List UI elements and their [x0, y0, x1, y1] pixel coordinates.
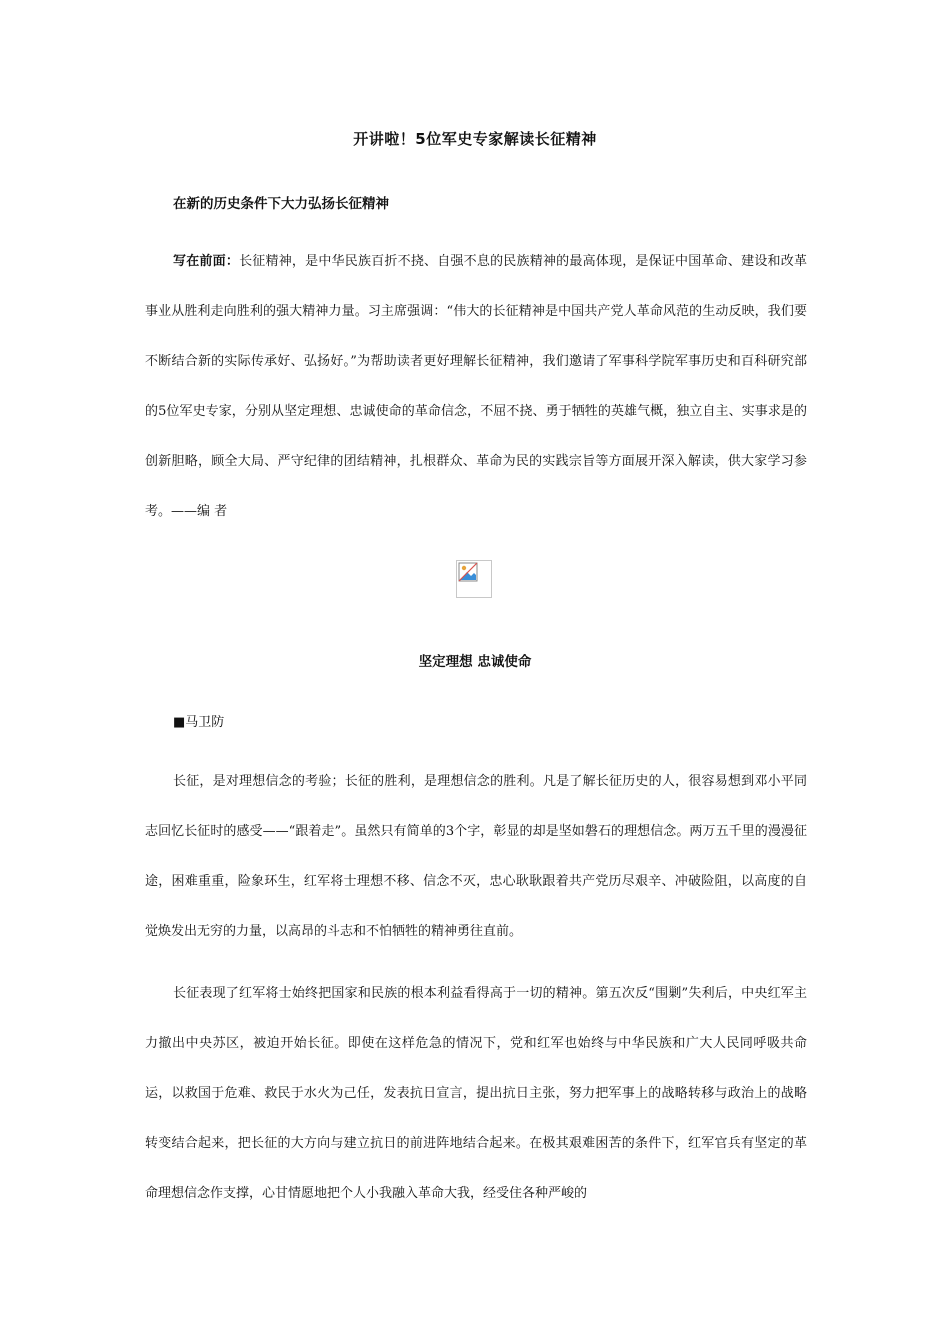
body-paragraph-1: 长征，是对理想信念的考验；长征的胜利，是理想信念的胜利。凡是了解长征历史的人，很容易想到邓小平同志回忆长征时的感受——“跟着走”。虽然只有简单的3个字，彰显的却是坚如磐石的理想信念。两万五千里的漫漫征途，困难重重，险象环生，红军将士理想不移、信念不灭，忠心耿耿跟着共产党历尽艰辛、冲破险阻，以高度的自觉焕发出无穷的力量，以高昂的斗志和不怕牺牲的精神勇往直前。 — [145, 774, 807, 939]
broken-image-icon — [456, 560, 492, 598]
section-heading: 坚定理想 忠诚使命 — [418, 654, 532, 670]
foreword-lead: 写在前面： — [173, 254, 240, 269]
author-byline: ■马卫防 — [173, 715, 225, 730]
body-paragraph-2: 长征表现了红军将士始终把国家和民族的根本利益看得高于一切的精神。第五次反“围剿”失利后，中央红军主力撤出中央苏区，被迫开始长征。即使在这样危急的情况下，党和红军也始终与中华民族和广大人民同呼吸共命运，以救国于危难、救民于水火为己任，发表抗日宣言，提出抗日主张，努力把军事上的战略转移与政治上的战略转变结合起来，把长征的大方向与建立抗日的前进阵地结合起来。在极其艰难困苦的条件下，红军官兵有坚定的革命理想信念作支撑，心甘情愿地把个人小我融入革命大我，经受住各种严峻的 — [145, 986, 807, 1201]
document-subtitle: 在新的历史条件下大力弘扬长征精神 — [173, 196, 389, 212]
foreword-text: 长征精神，是中华民族百折不挠、自强不息的民族精神的最高体现，是保证中国革命、建设和改革事业从胜利走向胜利的强大精神力量。习主席强调：“伟大的长征精神是中国共产党人革命风范的生动反映，我们要不断结合新的实际传承好、弘扬好。”为帮助读者更好理解长征精神，我们邀请了军事科学院军事历史和百科研究部的5位军史专家，分别从坚定理想、忠诚使命的革命信念，不屈不挠、勇于牺牲的英雄气概，独立自主、实事求是的创新胆略，顾全大局、严守纪律的团结精神，扎根群众、革命为民的实践宗旨等方面展开深入解读，供大家学习参考。——编 者 — [145, 254, 807, 519]
foreword-paragraph — [145, 237, 807, 537]
document-title: 开讲啦！5位军史专家解读长征精神 — [353, 130, 597, 148]
